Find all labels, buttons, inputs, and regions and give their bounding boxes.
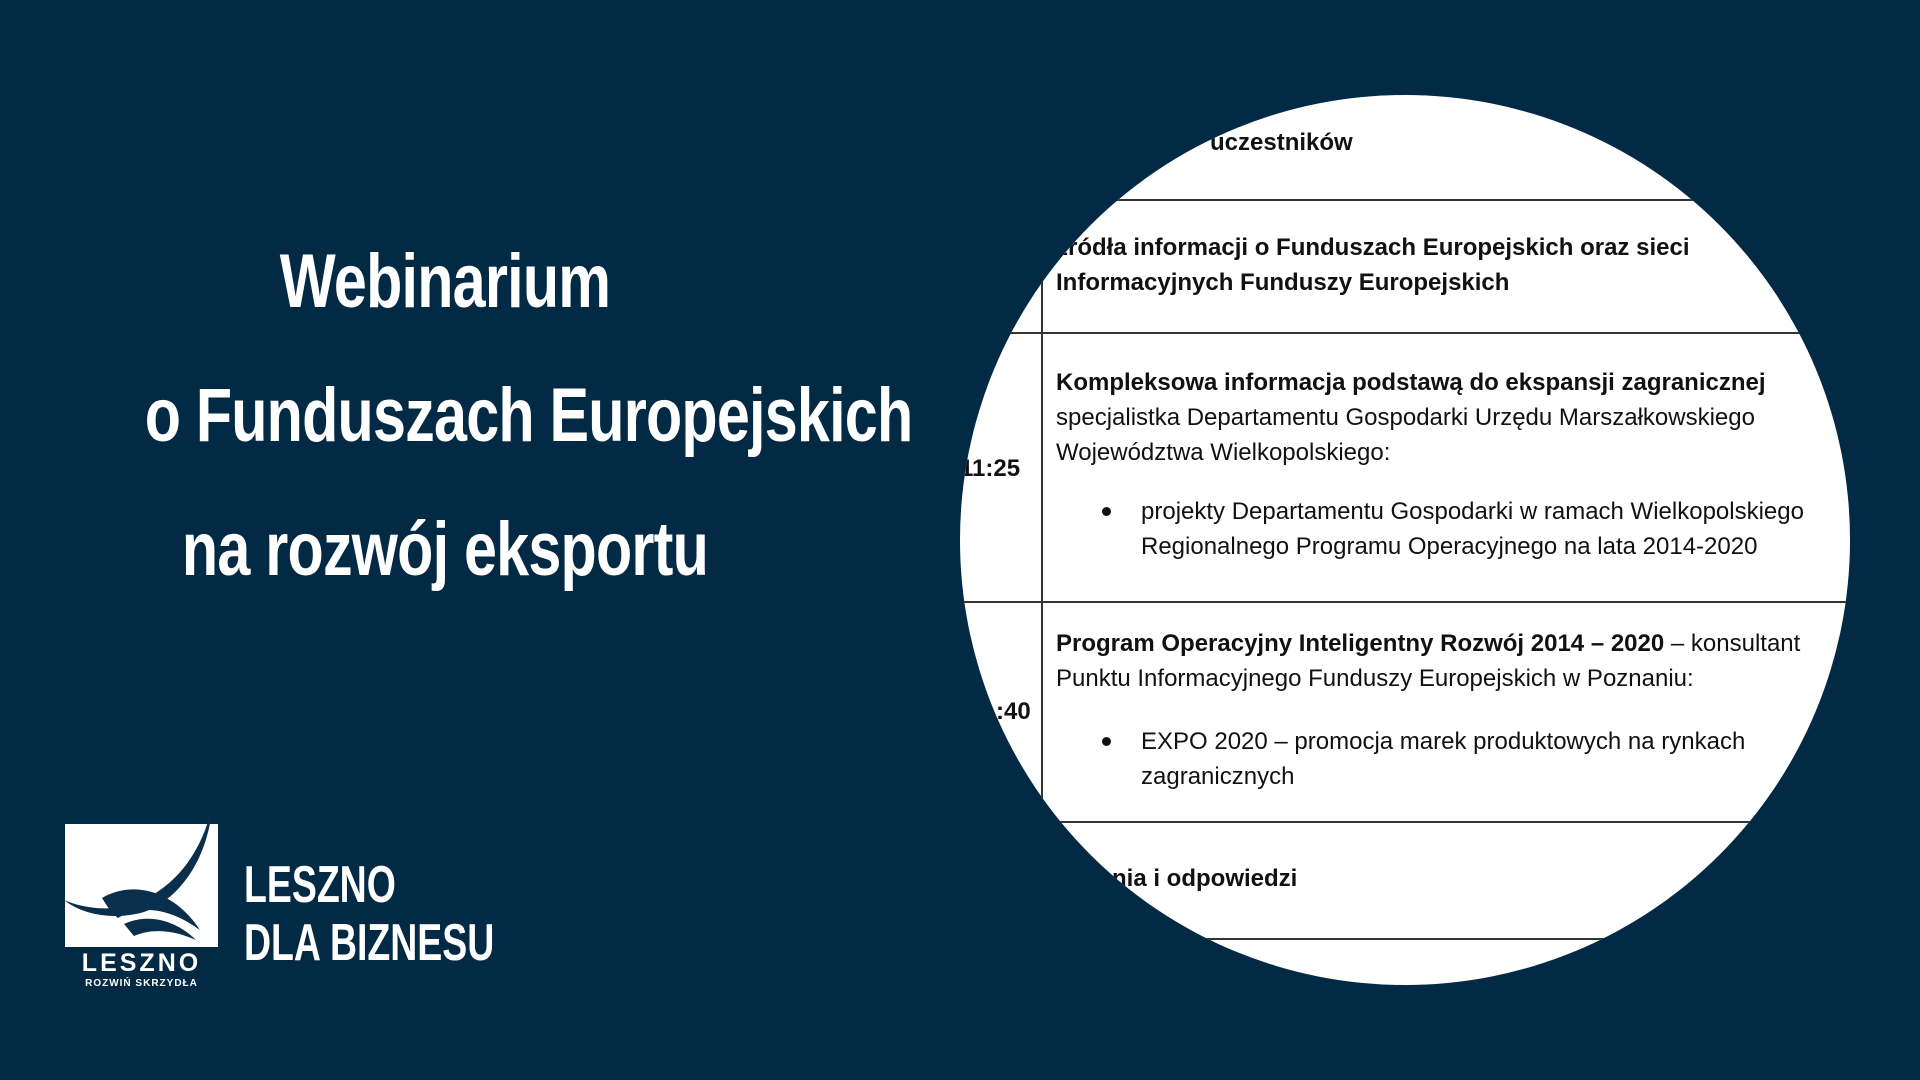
table-rule bbox=[960, 199, 1850, 201]
agenda-row-2-title-2: Informacyjnych Funduszy Europejskich bbox=[1056, 269, 1510, 296]
agenda-row-4-title-suffix: – konsultant bbox=[1664, 630, 1801, 657]
agenda-row-3-title: Kompleksowa informacja podstawą do ekspansji zagranicznej bbox=[1056, 369, 1766, 396]
table-rule bbox=[960, 601, 1850, 603]
brand-line-1: LESZNO bbox=[244, 856, 396, 914]
agenda-document bbox=[960, 95, 1850, 985]
headline-line-2: o Funduszach Europejskich bbox=[144, 373, 913, 458]
table-rule bbox=[960, 332, 1850, 334]
table-rule bbox=[960, 938, 1850, 940]
agenda-row-4-time: :40 bbox=[996, 698, 1031, 725]
bullet-icon bbox=[1102, 737, 1111, 746]
agenda-row-3-bullet-2: Regionalnego Programu Operacyjnego na lata 2014-2020 bbox=[1141, 533, 1758, 560]
logo-wordmark: LESZNO bbox=[81, 949, 202, 977]
headline-line-1: Webinarium bbox=[279, 239, 611, 324]
headline-line-3: na rozwój eksportu bbox=[181, 507, 709, 592]
agenda-row-3-desc-2: Województwa Wielkopolskiego: bbox=[1056, 439, 1391, 466]
agenda-row-3-bullet-1: projekty Departamentu Gospodarki w ramach Wielkopolskiego bbox=[1141, 498, 1804, 525]
agenda-row-1-text: uczestników bbox=[1210, 129, 1353, 156]
logo-tagline: ROZWIŃ SKRZYDŁA bbox=[85, 978, 198, 989]
agenda-row-4-bullet-2: zagranicznych bbox=[1141, 763, 1295, 790]
agenda-row-4-title-line bbox=[1056, 626, 1800, 661]
brand-name bbox=[244, 856, 494, 972]
wings-icon bbox=[62, 808, 222, 953]
agenda-row-4-desc-1: Punktu Informacyjnego Funduszy Europejskich w Poznaniu: bbox=[1056, 665, 1694, 692]
agenda-row-2-title-1: źródła informacji o Funduszach Europejskich oraz sieci bbox=[1056, 234, 1690, 261]
bullet-icon bbox=[1102, 507, 1111, 516]
leszno-logo bbox=[62, 808, 222, 993]
agenda-row-4-bullet-1: EXPO 2020 – promocja marek produktowych na rynkach bbox=[1141, 728, 1746, 755]
table-column-rule bbox=[1041, 199, 1043, 821]
agenda-excerpt-circle bbox=[960, 95, 1850, 985]
headline bbox=[144, 215, 913, 617]
brand-line-2: DLA BIZNESU bbox=[244, 914, 495, 972]
table-rule bbox=[960, 821, 1850, 823]
agenda-row-5-text: nia i odpowiedzi bbox=[1112, 865, 1298, 892]
agenda-row-4-title: Program Operacyjny Inteligentny Rozwój 2014 – 2020 bbox=[1056, 630, 1665, 657]
agenda-row-3-time: 11:25 bbox=[960, 455, 1021, 482]
agenda-row-3-desc-1: specjalistka Departamentu Gospodarki Urzędu Marszałkowskiego bbox=[1056, 404, 1755, 431]
